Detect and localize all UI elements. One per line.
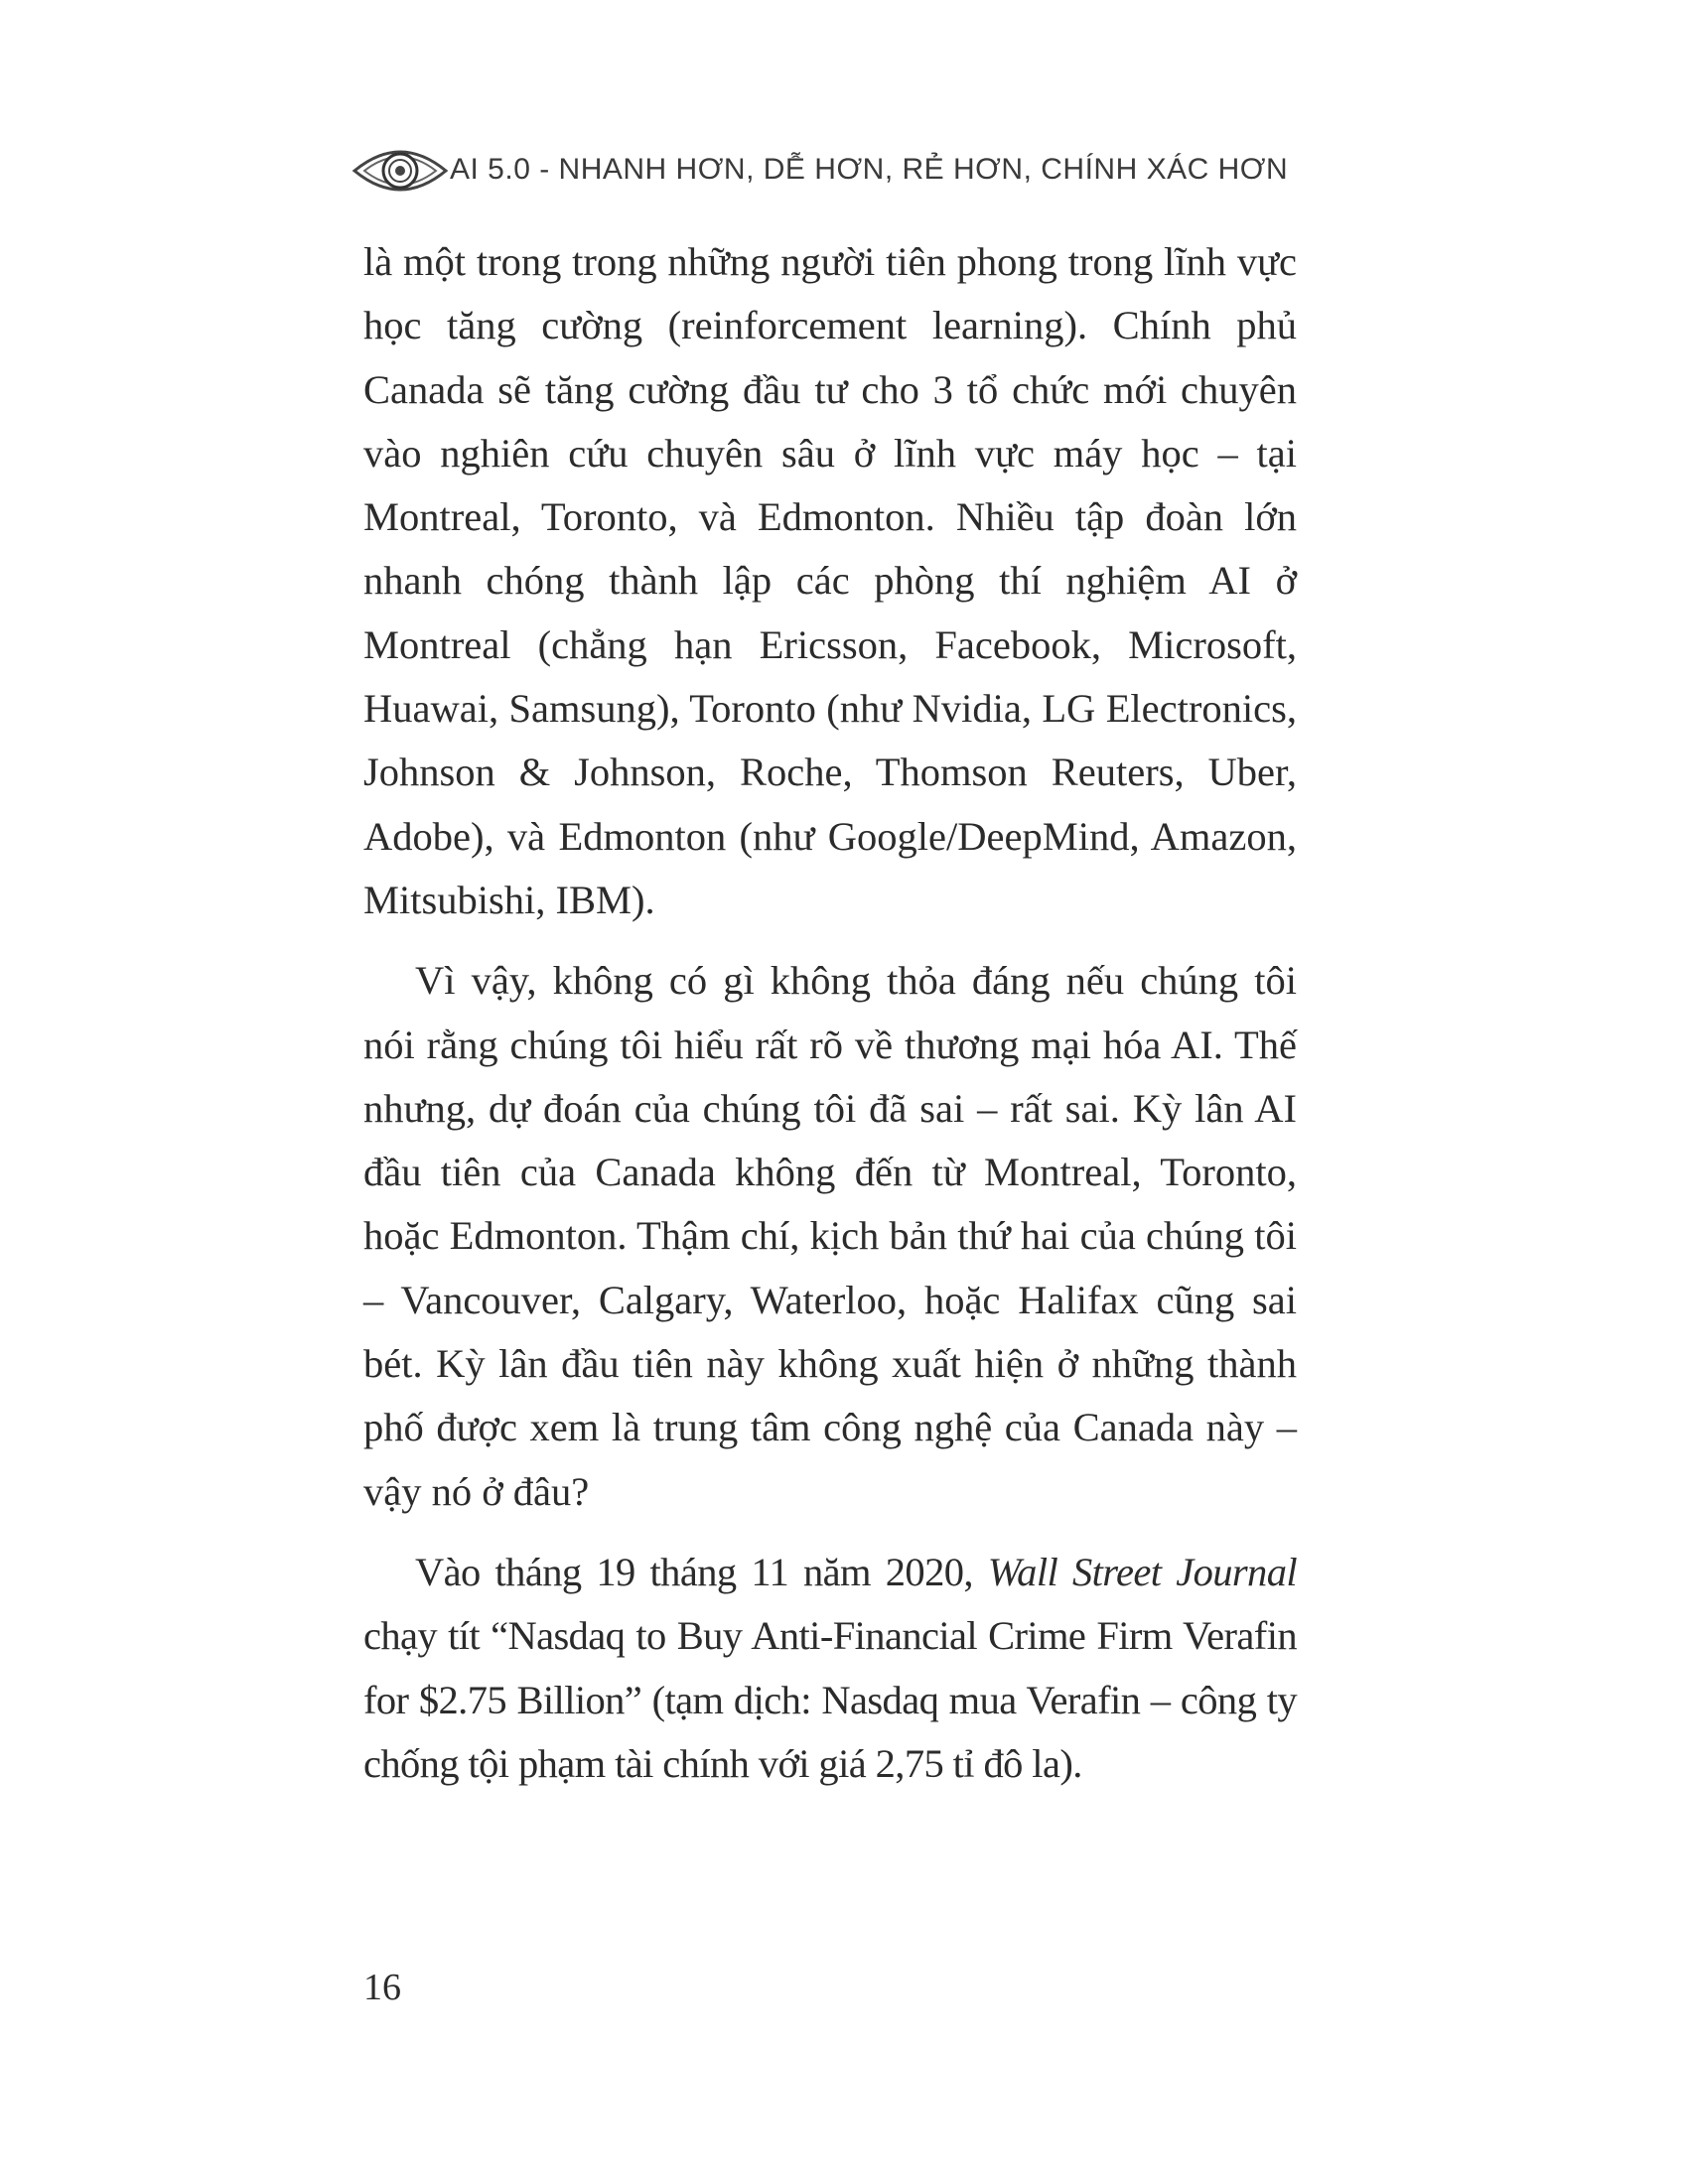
eye-icon [351, 139, 450, 203]
body-text [363, 230, 1297, 1796]
running-header [351, 139, 1304, 208]
paragraph-2: Vì vậy, không có gì không thỏa đáng nếu chúng tôi nói rằng chúng tôi hiểu rất rõ về thương mại hóa AI. Thế nhưng, dự đoán của chúng tôi đã sai – rất sai. Kỳ lân AI đầu tiên của Canada không đến từ Montreal, Toronto, hoặc Edmonton. Thậm chí, kịch bản thứ hai của chúng tôi – Vancouver, Calgary, Waterloo, hoặc Halifax cũng sai bét. Kỳ lân đầu tiên này không xuất hiện ở những thành phố được xem là trung tâm công nghệ của Canada này – vậy nó ở đâu? [363, 958, 1297, 1514]
page-number: 16 [363, 1967, 401, 2008]
paragraph-3 [363, 1541, 1297, 1796]
paragraph-1: là một trong trong những người tiên phong trong lĩnh vực học tăng cường (reinforcement learning). Chính phủ Canada sẽ tăng cường đầu tư cho 3 tổ chức mới chuyên vào nghiên cứu chuyên sâu ở lĩnh vực máy học – tại Montreal, Toronto, và Edmonton. Nhiều tập đoàn lớn nhanh chóng thành lập các phòng thí nghiệm AI ở Montreal (chẳng hạn Ericsson, Facebook, Microsoft, Huawai, Samsung), Toronto (như Nvidia, LG Electronics, Johnson & Johnson, Roche, Thomson Reuters, Uber, Adobe), và Edmonton (như Google/DeepMind, Amazon, Mitsubishi, IBM). [363, 239, 1297, 922]
publication-name: Wall Street Journal [987, 1549, 1297, 1594]
header-title: AI 5.0 - NHANH HƠN, DỄ HƠN, RẺ HƠN, CHÍNH XÁC HƠN [450, 153, 1289, 186]
paragraph-3-text-end: chạy tít “Nasdaq to Buy Anti-Financial Crime Firm Verafin for $2.75 Billion” (tạm dịch: Nasdaq mua Verafin – công ty chống tội phạm tài chính với giá 2,75 tỉ đô la). [363, 1613, 1297, 1786]
paragraph-3-text-start: Vào tháng 19 tháng 11 năm 2020, [415, 1549, 988, 1594]
